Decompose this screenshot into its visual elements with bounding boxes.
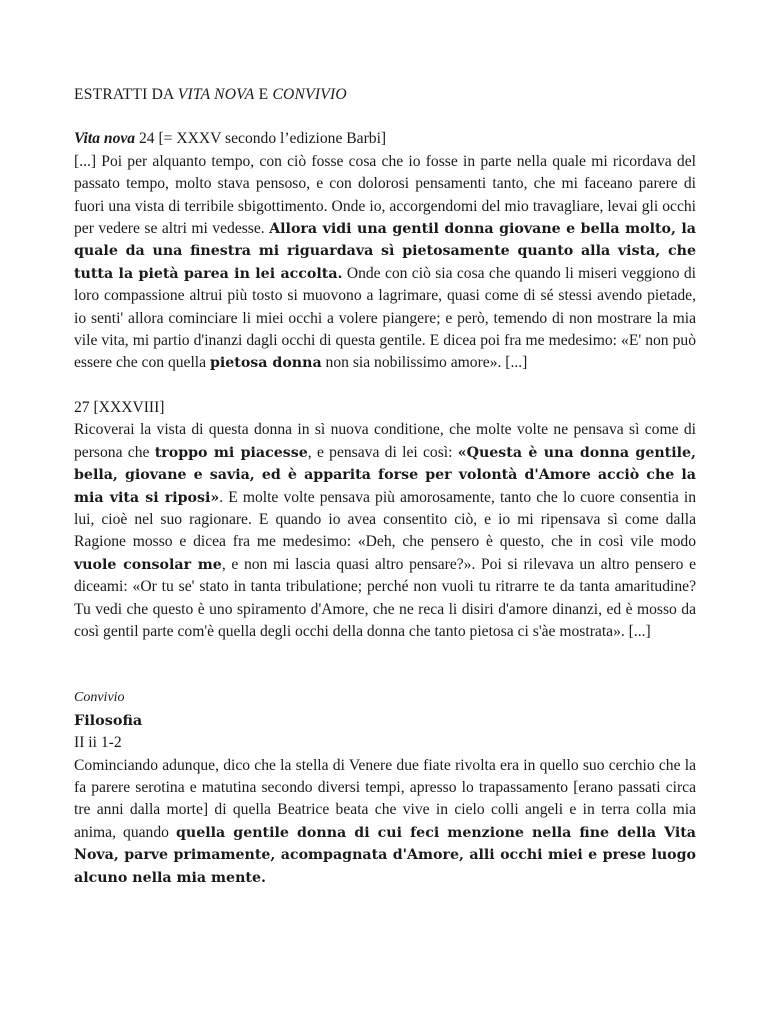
vn27-text-2: , e pensava di lei così: bbox=[307, 443, 458, 461]
vn24-text-2: Onde con ciò sia cosa che quando li miseri veggiono di loro compassione altrui più tosto si muovono a lagrimare, quasi come di sé stessi avendo pietade, io senti' allora cominciare li miei occhi a volere piangere; e però, temendo di non mostrare la mia vile vita, mi partio d'inanzi dagli occhi di questa gentile. E dicea poi fra me medesimo: «E' non può essere che con quella bbox=[74, 264, 697, 372]
vn27-bold-3: vuole consolar me bbox=[74, 556, 222, 573]
title-text-and: E bbox=[254, 86, 273, 103]
vn24-paragraph bbox=[74, 151, 696, 375]
vn27-text-3: . E molte volte pensava più amorosamente, tanto che lo cuore consentia in lui, cioè nel suo ragionare. E quando io avea consentito ciò, e io mi ripensava sì come dalla Ragione mosso e dicea fra me medesimo: «Deh, che pensero è questo, che in così vile modo bbox=[74, 488, 696, 551]
convivio-bold-1: quella gentile donna di cui feci menzione nella fine della Vita Nova, parve primamente, acompagnata d'Amore, alli occhi miei e prese luogo alcuno nella mia mente. bbox=[74, 824, 697, 886]
vn27-text-4: , e non mi lascia quasi altro pensare?». Poi si rilevava un altro pensero e diceami: «Or tu se' stato in tanta tribulatione; perché non vuoli tu ritrarre te da tanta amaritudine? Tu vedi che questo è uno spiramento d'Amore, che ne reca li disiri d'amore dinanzi, ed è mosso da così gentil parte com'è quella degli occhi della donna che tanto pietosa ci s'àe mostrata». [...] bbox=[74, 555, 696, 640]
vn24-ref-detail: 24 [= XXXV secondo l’edizione Barbi] bbox=[135, 130, 387, 148]
convivio-text-1: Cominciando adunque, dico che la stella di Venere due fiate rivolta era in quello suo cerchio che la fa parere serotina e matutina secondo diversi tempi, apresso lo trapassamento [erano passati circa tre anni dalla morte] di quella Beatrice beata che vive in cielo colli angeli e in terra colla mia anima, quando bbox=[74, 756, 696, 841]
vn24-ref-title: Vita nova bbox=[74, 130, 136, 148]
vn24-bold-2: pietosa donna bbox=[209, 355, 322, 372]
convivio-section: Filosofia bbox=[74, 711, 143, 729]
title-italic-convivio: CONVIVIO bbox=[272, 86, 347, 103]
vn24-text-3: non sia nobilissimo amore». [...] bbox=[321, 354, 528, 372]
vn27-text-1: Ricoverai la vista di questa donna in sì nuova conditione, che molte volte ne pensava sì come di persona che bbox=[74, 421, 696, 461]
document-title bbox=[74, 84, 696, 106]
convivio-heading: Convivio bbox=[74, 690, 125, 706]
vn24-text-1: [...] Poi per alquanto tempo, con ciò fosse cosa che io fosse in parte nella quale mi ricordava del passato tempo, molto stava pensoso, e con dolorosi pensamenti tanto, che mi faceano parere di fuori una vista di terribile sbigottimento. Onde io, accorgendomi del mio travagliare, levai gli occhi per vedere se altri mi vedesse. bbox=[74, 152, 696, 238]
vn27-bold-1: troppo mi piacesse bbox=[154, 444, 308, 461]
vn27-paragraph bbox=[74, 419, 696, 643]
vn27-bold-2: «Questa è una donna gentile, bella, giovane e savia, ed è apparita forse per volontà d'Amore acciò che la mia vita si riposi» bbox=[74, 444, 696, 506]
vn24-reference bbox=[74, 128, 696, 150]
title-italic-vita-nova: VITA NOVA bbox=[177, 86, 255, 103]
vn24-bold-1: Allora vidi una gentil donna giovane e bella molto, la quale da una finestra mi riguardava sì pietosamente quanto alla vista, che tutta la pietà parea in lei accolta. bbox=[74, 221, 696, 282]
document-page bbox=[74, 84, 696, 889]
title-text: ESTRATTI DA bbox=[74, 86, 178, 103]
convivio-reference: II ii 1-2 bbox=[74, 734, 122, 752]
convivio-paragraph bbox=[74, 755, 696, 889]
vn27-reference: 27 [XXXVIII] bbox=[74, 398, 165, 416]
